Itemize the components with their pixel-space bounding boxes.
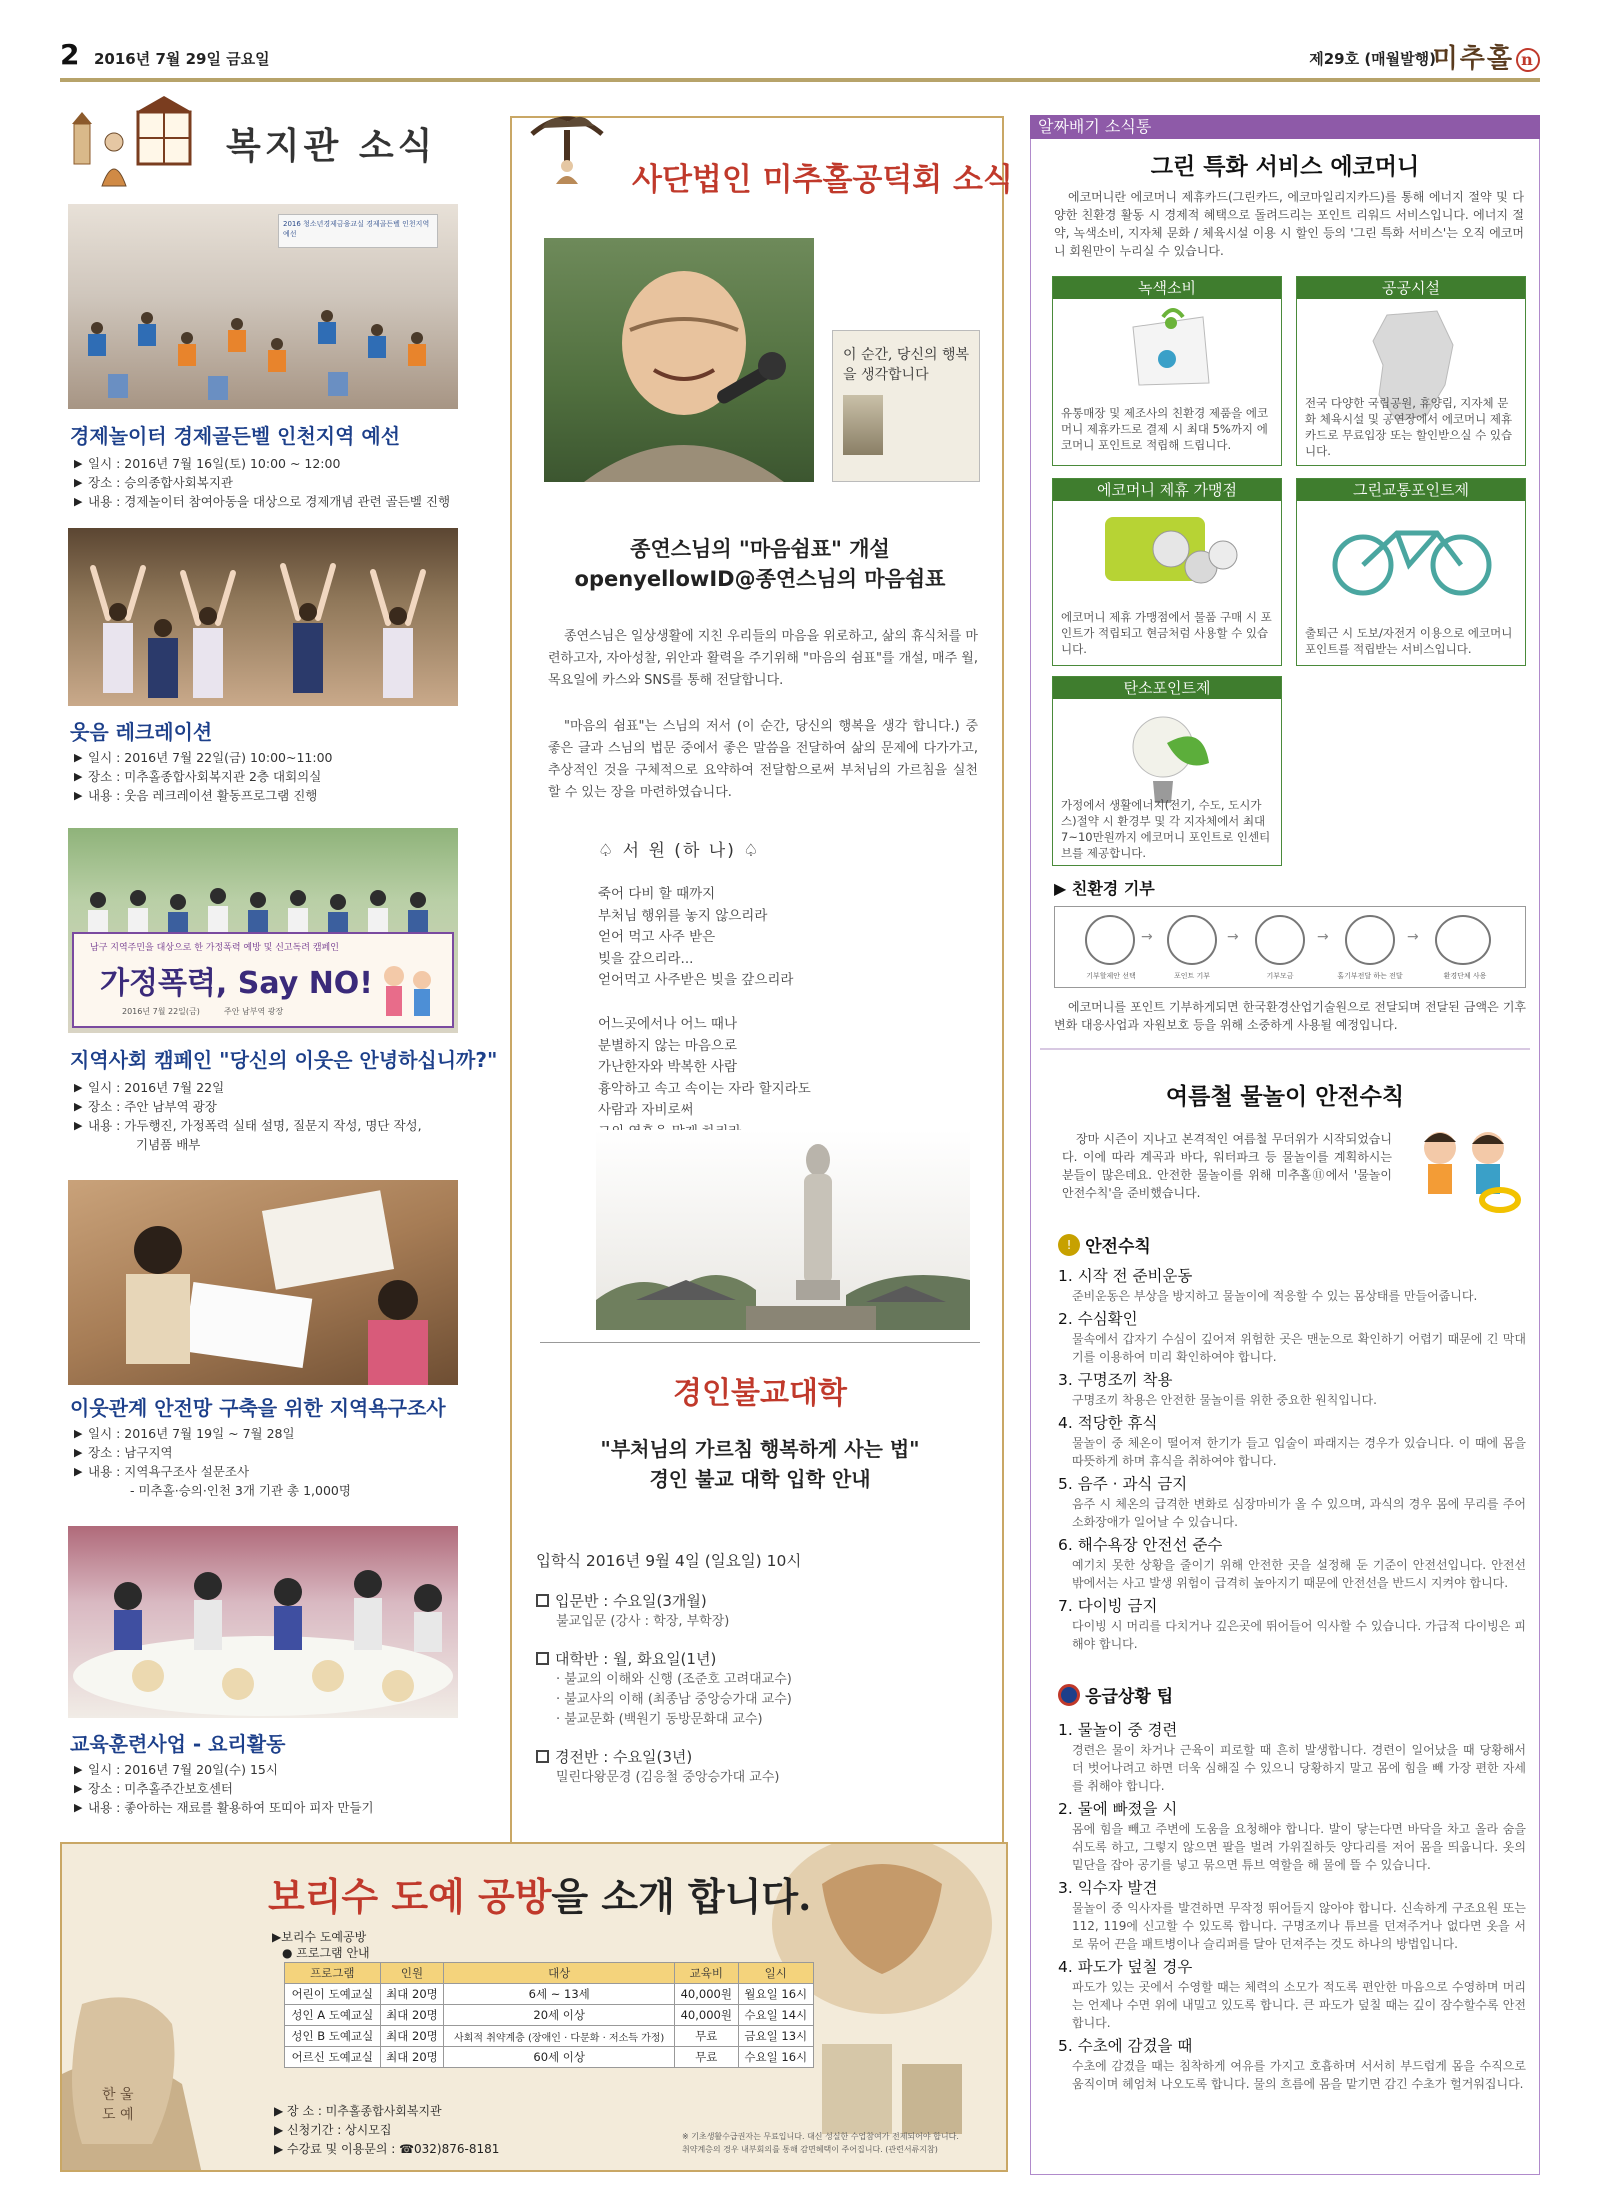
contact-line [274,2102,499,2121]
class-name [536,1648,976,1670]
info-content: 내용 : 지역욕구조사 설문조사 [88,1464,250,1479]
flow-step-label: 홀기부전달 하는 전달 [1337,972,1403,980]
info-content: 내용 : 경제놀이터 참여아동을 대상으로 경제개념 관련 골든벨 진행 [88,494,451,509]
class-label: 대학반 : 월, 화요일(1년) [555,1650,717,1668]
info-date: 일시 : 2016년 7월 19일 ~ 7월 28일 [88,1426,295,1441]
safety-heading: 안전수칙 [1085,1237,1151,1257]
poem-line: 죽어 다비 할 때까지 [598,886,716,902]
card-text: 전국 다양한 국립공원, 휴양림, 지자체 문화 체육시설 및 공연장에서 에코머니 제휴 카드로 무료입장 또는 할인받으실 수 있습니다. [1305,396,1513,458]
monk-illustration [72,94,192,194]
ad-note: ※ 기초생활수급권자는 무료입니다. 대신 성실한 수업참여가 전제되어야 합니다. [682,2132,959,2141]
table-cell: 무료 [675,2026,738,2047]
swimming-kids-illustration [1400,1118,1526,1218]
class-list [536,1590,976,1788]
donation-flow [1054,906,1526,988]
flow-step-label: 기부모금 [1266,972,1294,980]
safety-item-title: 5. 음주 · 과식 금지 [1058,1475,1188,1493]
ad-subheading: ● 프로그램 안내 [282,1946,370,1960]
foundation-paragraph-2: "마음의 쉼표"는 스님의 저서 (이 순간, 당신의 행복을 생각 합니다.) 중 좋은 글과 스님의 법문 중에서 좋은 말씀을 전달하여 삶의 문제에 다가가고, 추상적인 것을 구체적으로 요약하여 전달함으로써 부처님의 가르침을 실천 할 수 있는 장을 마련하였습니다. [548,719,978,800]
info-date: 일시 : 2016년 7월 22일 [88,1080,225,1095]
column-header: 인원 [380,1963,444,1984]
bullet-triangle-icon: ▶ [74,495,83,508]
bicycle-icon [1327,519,1497,599]
poem-line: 어느곳에서나 어느 때나 [598,1016,737,1032]
ad-notes [682,2130,1002,2156]
emergency-item-title: 4. 파도가 덮칠 경우 [1058,1958,1193,1976]
class-name [536,1746,976,1768]
economy-quiz-photo [68,204,458,409]
donation-title: 친환경 기부 [1071,879,1155,898]
bullet-triangle-icon: ▶ [1054,879,1072,898]
lotus-icon: ♤ [743,841,761,861]
flow-step-icon [1255,915,1305,965]
column-header: 대상 [444,1963,675,1984]
table-cell: 40,000원 [675,1984,738,2005]
eco-card-green-consumption [1052,276,1282,466]
divider [540,1342,980,1343]
class-detail: · 불교문화 (백원기 동방문화대 교수) [556,1712,763,1727]
safety-item-title: 6. 해수욕장 안전선 준수 [1058,1536,1223,1554]
safety-item-text: 다이빙 시 머리를 다치거나 깊은곳에 뛰어들어 익사할 수 있습니다. 가급적 다이빙은 피해야 합니다. [1072,1619,1526,1651]
issue-number: 제29호 (매월발행) [1309,50,1436,68]
safety-list [1058,1266,1526,1653]
flow-step-icon [1435,915,1491,965]
eco-card-green-transport [1296,478,1526,666]
bullet-triangle-icon: ▶ [74,476,83,489]
card-title: 공공시설 [1297,277,1525,299]
bullet-triangle-icon: ▶ [74,1081,83,1094]
bullet-triangle-icon: ▶ [274,2142,288,2156]
table-cell: 최대 20명 [380,2026,444,2047]
emergency-item-text: 몸에 힘을 빼고 주변에 도움을 요청해야 합니다. 발이 닿는다면 바닥을 차고 올라 숨을 쉬도록 하고, 그렇지 않으면 팔을 벌려 가위질하듯 양다리를 저어 몸을 띄웁니다. 옷의 밑단을 잡아 공기를 넣고 묶으면 튜브 역할을 해 물에 뜰 수 있습니다. [1072,1822,1526,1872]
eco-paragraph: 에코머니란 에코머니 제휴카드(그린카드, 에코마일리지카드)를 통해 에너지 절약 및 다양한 친환경 활동 시 경제적 혜택으로 돌려드리는 포인트 리워드 서비스입니다. 에너지 절약, 녹색소비, 지자체 문화 / 체육시설 이용 시 할인 등의 '그린 특화 서비스'는 오직 에코머니 회원만이 누리실 수 있습니다. [1054,190,1524,258]
donation-paragraph: 에코머니를 포인트 기부하게되면 한국환경산업기술원으로 전달되며 전달된 금액은 기후변화 대응사업과 자원보호 등을 위해 소중하게 사용될 예정입니다. [1054,1000,1526,1032]
flow-step-icon [1345,915,1395,965]
ad-note: 취약계층의 경우 내부회의를 통해 감면혜택이 주어집니다. (관련서류지참) [682,2145,938,2154]
lotus-icon: ♤ [598,841,616,861]
column-header: 프로그램 [285,1963,381,1984]
info-place: 장소 : 미추홀종합사회복지관 2층 대회의실 [88,769,322,784]
info-date: 일시 : 2016년 7월 20일(수) 15시 [88,1762,278,1777]
emergency-list [1058,1720,1526,2093]
item-info [74,1078,474,1154]
card-title: 에코머니 제휴 가맹점 [1053,479,1281,501]
bullet-triangle-icon: ▶ [74,1119,83,1132]
table-cell: 무료 [675,2047,738,2068]
info-place: 장소 : 주안 남부역 광장 [88,1099,217,1114]
emergency-heading-row [1058,1682,1173,1707]
campaign-photo [68,828,458,1033]
arrow-right-icon: → [1317,929,1329,945]
banner-place: 주안 남부역 광장 [224,1007,284,1016]
book-cover [832,330,980,482]
info-content-cont: 기념품 배부 [136,1137,201,1152]
item-title: 웃음 레크레이션 [70,720,213,744]
table-row [285,2026,814,2047]
table-cell: 어르신 도예교실 [285,2047,381,2068]
item-title: 경제놀이터 경제골든벨 인천지역 예선 [70,424,401,448]
safety-item-title: 1. 시작 전 준비운동 [1058,1267,1193,1285]
ad-title [268,1866,811,1921]
table-cell: 성인 B 도예교실 [285,2026,381,2047]
banner-headline: 가정폭력, Say NO! [100,966,373,1001]
bullet-triangle-icon: ▶ [74,770,83,783]
poem-line: 분별하지 않는 마음으로 [598,1037,737,1054]
safety-item-text: 준비운동은 부상을 방지하고 물놀이에 적응할 수 있는 몸상태를 만들어줍니다. [1072,1289,1478,1303]
warning-icon: ! [1058,1234,1080,1256]
item-info [74,1760,474,1817]
poem-title: 서 원 (하 나) [622,841,736,861]
safety-item-text: 예기치 못한 상황을 줄이기 위해 안전한 곳을 설정해 둔 기준이 안전선입니다. 안전선 밖에서는 사고 발생 위험이 급격히 높아지기 때문에 안전선을 반드시 지켜야 합니다. [1072,1558,1526,1590]
logo-text: 미추홀 [1432,44,1514,74]
safety-item-title: 4. 적당한 휴식 [1058,1414,1158,1432]
ad-contact [274,2102,499,2159]
eco-card-carbon-point [1052,676,1282,866]
safety-item-text: 구명조끼 착용은 안전한 물놀이를 위한 중요한 원칙입니다. [1072,1393,1377,1407]
emergency-item-title: 5. 수초에 감겼을 때 [1058,2037,1193,2055]
poem-line: 빚을 갚으리라... [598,950,694,967]
table-cell: 수요일 14시 [738,2005,813,2026]
contact-line [274,2121,499,2140]
table-row [285,2005,814,2026]
bullet-triangle-icon: ▶ [74,1427,83,1440]
info-date: 일시 : 2016년 7월 16일(토) 10:00 ~ 12:00 [88,456,341,471]
class-detail: 불교입문 (강사 : 학장, 부학장) [556,1614,730,1629]
table-row [285,1984,814,2005]
donation-heading [1054,876,1155,899]
campaign-banner [72,932,454,1028]
card-text: 에코머니 제휴 가맹점에서 물품 구매 시 포인트가 적립되고 현금처럼 사용할 수 있습니다. [1061,610,1272,656]
table-row [285,2047,814,2068]
cooking-photo [68,1526,458,1718]
safety-item-text: 물속에서 갑자기 수심이 깊어져 위험한 곳은 맨눈으로 확인하기 어렵기 때문에 긴 막대기를 이용하여 미리 확인하여야 합니다. [1072,1332,1526,1364]
contact-line [274,2140,499,2159]
book-illustration [843,395,883,455]
section-divider [1040,1048,1530,1050]
card-text: 출퇴근 시 도보/자전거 이용으로 에코머니 포인트를 적립받는 서비스입니다. [1305,626,1513,656]
card-title: 그린교통포인트제 [1297,479,1525,501]
poem-line: 부처님 행위를 놓지 않으리라 [598,907,768,924]
table-cell: 최대 20명 [380,2005,444,2026]
welfare-section-title: 복지관 소식 [226,126,437,167]
foundation-title: 사단법인 미추홀공덕회 소식 [632,162,1013,198]
card-title: 탄소포인트제 [1053,677,1281,699]
bullet-triangle-icon: ▶ [74,751,83,764]
info-content-cont: - 미추홀·승의·인천 3개 기관 총 1,000명 [130,1483,351,1498]
item-info [74,748,474,805]
table-cell: 월요일 16시 [738,1984,813,2005]
flow-step-label: 포인트 기부 [1173,972,1211,980]
poem-line: 얻어먹고 사주받은 빚을 갚으리라 [598,972,794,988]
card-text: 가정에서 생활에너지(전기, 수도, 도시가스)절약 시 환경부 및 각 지자체에서 최대 7~10만원까지 에코머니 포인트로 인센티브를 제공합니다. [1061,798,1271,860]
item-title: 지역사회 캠페인 "당신의 이웃은 안녕하십니까?" [70,1048,498,1072]
emergency-item-text: 수초에 감겼을 때는 침착하게 여유를 가지고 호흡하며 서서히 부드럽게 몸을 수직으로 움직이며 헤엄쳐 나오도록 합니다. 물의 흐름에 몸을 맡기면 감긴 수초가 헐거워집니다. [1072,2059,1526,2091]
flow-step-label: 환경단체 사용 [1443,972,1487,980]
emergency-item-text: 파도가 있는 곳에서 수영할 때는 체력의 소모가 적도록 편안한 마음으로 수영하며 머리는 언제나 수면 위에 내밀고 있도록 합니다. 큰 파도가 덮칠 때는 깊이 잠수할수록 안전합니다. [1072,1980,1526,2030]
bullet-triangle-icon: ▶ [74,789,83,802]
issue-date: 2016년 7월 29일 금요일 [94,50,270,68]
poem-line: 사람과 자비로써 [598,1102,694,1118]
contact-place: 장 소 : 미추홀종합사회복지관 [287,2104,442,2118]
column-header: 교육비 [675,1963,738,1984]
banner-small-text: 남구 지역주민을 대상으로 한 가정폭력 예방 및 신고독려 캠페인 [90,943,339,953]
card-text: 유통매장 및 제조사의 친환경 제품을 에코머니 제휴카드로 결제 시 최대 5%까지 에코머니 포인트로 적립해 드립니다. [1061,406,1269,452]
survey-photo [68,1180,458,1385]
entrance-date: 입학식 2016년 9월 4일 (일요일) 10시 [536,1552,802,1570]
table-cell: 6세 ~ 13세 [444,1984,675,2005]
safety-item-title: 2. 수심확인 [1058,1310,1138,1328]
poem-title-row [598,836,760,861]
class-name [536,1590,976,1612]
safety-heading-row [1058,1232,1151,1257]
item-title: 이웃관계 안전망 구축을 위한 지역욕구조사 [70,1396,446,1420]
table-cell: 60세 이상 [444,2047,675,2068]
family-illustration [374,954,444,1024]
program-table [284,1962,814,2068]
college-title: 경인불교대학 [673,1376,847,1411]
bullet-triangle-icon: ▶ [74,1100,83,1113]
logo-mark: n [1516,48,1540,72]
book-title: 이 순간, 당신의 행복을 생각합니다 [843,347,969,383]
poem-line: 흉악하고 속고 속이는 자라 할지라도 [598,1080,811,1097]
info-content: 내용 : 웃음 레크레이션 활동프로그램 진행 [88,788,318,803]
header-rule [60,78,1540,82]
arrow-right-icon: → [1141,929,1153,945]
laughter-recreation-photo [68,528,458,706]
info-place: 장소 : 남구지역 [88,1445,173,1460]
table-cell: 20세 이상 [444,2005,675,2026]
emergency-item-text: 경련은 물이 차거나 근육이 피로할 때 흔히 발생합니다. 경련이 일어났을 때 당황해서 더 벗어나려고 하면 더욱 심해질 수 있으니 당황하지 말고 몸에 힘을 빼 가장 편한 자세를 취해야 합니다. [1072,1743,1526,1793]
poem-stanza-2 [598,1014,918,1143]
bullet-triangle-icon: ▶ [74,1446,83,1459]
safety-item-title: 3. 구명조끼 착용 [1058,1371,1173,1389]
info-content: 내용 : 가두행진, 가정폭력 실태 설명, 질문지 작성, 명단 작성, [88,1118,422,1133]
table-header-row [285,1963,814,1984]
table-cell: 수요일 16시 [738,2047,813,2068]
emergency-item-title: 2. 물에 빠졌을 시 [1058,1800,1178,1818]
foundation-subtitle-2: openyellowID@종연스님의 마음쉼표 [574,567,946,591]
class-detail: · 불교사의 이해 (최종남 중앙승가대 교수) [556,1692,792,1707]
pottery-ad [60,1842,1008,2172]
water-safety-title: 여름철 물놀이 안전수칙 [1165,1084,1405,1110]
tips-tag: 알짜배기 소식통 [1030,115,1540,139]
table-cell: 최대 20명 [380,2047,444,2068]
arrow-right-icon: → [1407,929,1419,945]
class-label: 경전반 : 수요일(3년) [555,1748,693,1766]
monk-portrait-photo [544,238,814,482]
eco-card-affiliate [1052,478,1282,666]
bullet-triangle-icon: ▶ [74,457,83,470]
newsletter-logo [1433,38,1540,75]
arrow-right-icon: → [1227,929,1239,945]
eco-title: 그린 특화 서비스 에코머니 [1150,154,1420,180]
ad-title-rest: 을 소개 합니다. [551,1874,812,1919]
tree-illustration [522,104,612,184]
flow-step-icon [1085,915,1135,965]
bullet-triangle-icon: ▶ [74,1801,83,1814]
safety-item-text: 음주 시 체온의 급격한 변화로 심장마비가 올 수 있으며, 과식의 경우 몸에 무리를 주어 소화장애가 일어날 수 있습니다. [1072,1497,1526,1529]
page-number: 2 [60,38,80,71]
gift-bag-icon [1113,307,1223,387]
info-place: 장소 : 승의종합사회복지관 [88,475,233,490]
lifebuoy-icon [1058,1684,1080,1706]
info-place: 장소 : 미추홀주간보호센터 [88,1781,233,1796]
table-cell: 사회적 취약계층 (장애인 · 다문화 · 저소득 가정) [444,2026,675,2047]
ad-title-highlight: 보리수 도예 공방 [268,1874,552,1919]
safety-item-text: 물놀이 중 체온이 떨어져 한기가 들고 입술이 파래지는 경우가 있습니다. 이 때에 몸을 따뜻하게 하며 휴식을 취하여야 합니다. [1072,1436,1526,1468]
poem-stanza-1 [598,884,898,992]
checkbox-icon [536,1594,549,1607]
temple-statue-illustration [596,1130,970,1330]
emergency-heading: 응급상황 팁 [1085,1687,1174,1707]
poem-line: 가난한자와 박복한 사람 [598,1059,737,1075]
bullet-triangle-icon: ▶ [274,2123,288,2137]
safety-item-title: 7. 다이빙 금지 [1058,1597,1158,1615]
emergency-item-text: 물놀이 중 익사자를 발견하면 무작정 뛰어들지 않아야 합니다. 신속하게 구조요원 또는 112, 119에 신고할 수 있도록 합니다. 구명조끼나 튜브를 던져주거나 없다면 옷을 서로 묶어 끈을 패트병이나 슬리퍼를 달아 던져주는 것도 하나의 방법입니다. [1072,1901,1526,1951]
flow-step-label: 기부할제안 선택 [1086,972,1136,980]
bullet-triangle-icon: ▶ [274,2104,288,2118]
checkbox-icon [536,1750,549,1763]
water-safety-intro: 장마 시즌이 지나고 본격적인 여름철 무더위가 시작되었습니다. 이에 따라 계곡과 바다, 워터파크 등 물놀이를 계획하시는 분들이 많은데요. 안전한 물놀이를 위해 미추홀⑪에서 '물놀이 안전수칙'을 준비했습니다. [1062,1132,1392,1200]
contact-phone: 수강료 및 이용문의 : ☎032)876-8181 [287,2142,500,2156]
column-header: 일시 [738,1963,813,1984]
table-cell: 40,000원 [675,2005,738,2026]
table-cell: 금요일 13시 [738,2026,813,2047]
item-title: 교육훈련사업 - 요리활동 [70,1732,286,1756]
poem-line: 얻어 먹고 사주 받은 [598,929,716,945]
banner-date: 2016년 7월 22일(금) [122,1007,200,1016]
info-content: 내용 : 좋아하는 재료를 활용하여 또띠아 피자 만들기 [88,1800,374,1815]
bullet-triangle-icon: ▶ [74,1465,83,1478]
item-info [74,454,474,511]
flow-step-icon [1167,915,1217,965]
eco-card-public-facilities [1296,276,1526,466]
table-cell: 최대 20명 [380,1984,444,2005]
class-detail: 밀린다왕문경 (김응철 중앙승가대 교수) [556,1770,780,1785]
emergency-item-title: 3. 익수자 발견 [1058,1879,1158,1897]
class-detail: · 불교의 이해와 신행 (조준호 고려대교수) [556,1672,792,1687]
college-subtitle-1: "부처님의 가르침 행복하게 사는 법" [600,1437,920,1461]
info-date: 일시 : 2016년 7월 22일(금) 10:00~11:00 [88,750,333,765]
card-title: 녹색소비 [1053,277,1281,299]
vase-text: 한 울 도 예 [102,2087,134,2123]
bullet-triangle-icon: ▶ [74,1763,83,1776]
ad-heading: ▶보리수 도예공방 [272,1930,367,1944]
table-cell: 어린이 도예교실 [285,1984,381,2005]
foundation-subtitle-1: 종연스님의 "마음쉼표" 개설 [630,537,890,561]
eco-card-icon [1101,511,1241,597]
bullet-triangle-icon: ▶ [74,1782,83,1795]
foundation-paragraph-1: 종연스님은 일상생활에 지친 우리들의 마음을 위로하고, 삶의 휴식처를 마련하고자, 자아성찰, 위안과 활력을 주기위해 "마음의 쉼표"를 개설, 매주 월, 목요일에 카스와 SNS를 통해 전달합니다. [548,629,978,688]
checkbox-icon [536,1652,549,1665]
college-subtitle-2: 경인 불교 대학 입학 안내 [649,1467,871,1491]
contact-period: 신청기간 : 상시모집 [287,2123,392,2137]
emergency-item-title: 1. 물놀이 중 경련 [1058,1721,1178,1739]
table-cell: 성인 A 도예교실 [285,2005,381,2026]
class-label: 입문반 : 수요일(3개월) [555,1592,707,1610]
item-info [74,1424,474,1500]
event-banner: 2016 청소년경제금융교실 경제골든벨 인천지역예선 [278,214,438,248]
page-header [60,36,1540,76]
